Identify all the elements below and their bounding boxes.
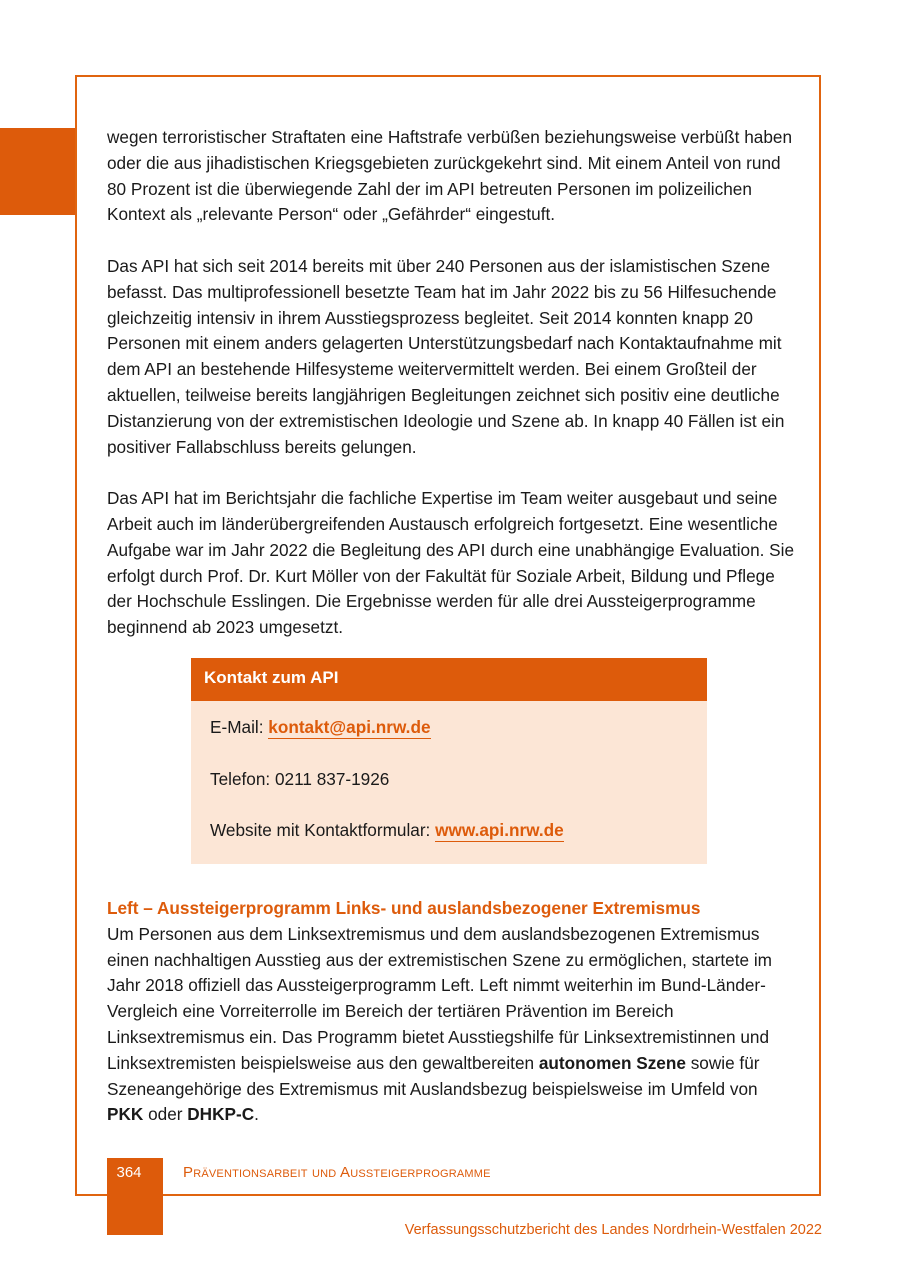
section-heading: Left – Aussteigerprogramm Links- und auslandsbezogener Extremismus: [107, 898, 701, 918]
bold-pkk: PKK: [107, 1104, 144, 1125]
contact-box: [191, 658, 707, 864]
contact-email-line: [210, 717, 431, 738]
section-text-4: .: [254, 1104, 259, 1125]
page-number: 364: [116, 1164, 142, 1181]
website-link[interactable]: www.api.nrw.de: [435, 820, 564, 840]
section-text-3: oder: [148, 1104, 183, 1125]
contact-title: Kontakt zum API: [191, 658, 707, 701]
paragraph-3: Das API hat im Berichtsjahr die fachliche Expertise im Team weiter ausgebaut und seine Arbeit auch im länderübergreifenden Austausch erfolgreich fortgesetzt. Eine wesentliche Aufgabe war im Jahr 2022 die Begleitung des API durch eine unabhängige Evaluation. Sie erfolgt durch Prof. Dr. Kurt Möller von der Fakultät für Soziale Arbeit, Bildung und Pflege der Hochschule Esslingen. Die Ergebnisse werden für alle drei Aussteigerprogramme beginnend ab 2023 umgesetzt.: [107, 488, 795, 638]
website-label: Website mit Kontaktformular:: [210, 820, 431, 840]
bold-autonomen-szene: autonomen Szene: [538, 1052, 686, 1073]
publication-title: Verfassungsschutzbericht des Landes Nordrhein-Westfalen 2022: [404, 1222, 822, 1238]
section-text-2: sowie für Szeneangehörige des Extremismus mit Auslandsbezug beispielsweise im Umfeld von: [107, 1052, 760, 1099]
paragraph-2: Das API hat sich seit 2014 bereits mit über 240 Personen aus der islamistischen Szene befasst. Das multiprofessionell besetzte Team hat im Jahr 2022 bis zu 56 Hilfesuchende gleichzeitig intensiv in ihrem Ausstiegsprozess begleitet. Seit 2014 konnten knapp 20 Personen mit einem anders gelagerten Unterstützungsbedarf nach Kontaktaufnahme mit dem API an bestehende Hilfesysteme weitervermittelt werden. Bei einem Großteil der aktuellen, teilweise bereits langjährigen Begleitungen zeichnet sich positiv eine deutliche Distanzierung von der extremistischen Ideologie und Szene ab. In knapp 40 Fällen ist ein positiver Fallabschluss bereits gelungen.: [107, 255, 785, 457]
paragraph-1: wegen terroristischer Straftaten eine Haftstrafe verbüßen beziehungsweise verbüßt haben oder die aus jihadistischen Kriegsgebieten zurückgekehrt sind. Mit einem Anteil von rund 80 Prozent ist die überwiegende Zahl der im API betreuten Personen im polizeilichen Kontext als „relevante Person“ oder „Gefährder“ eingestuft.: [107, 127, 793, 225]
email-label: E-Mail:: [210, 717, 264, 737]
body-text: [107, 125, 797, 667]
bold-dhkp-c: DHKP-C: [187, 1104, 255, 1125]
side-tab: [0, 128, 75, 215]
email-link[interactable]: kontakt@api.nrw.de: [268, 717, 431, 737]
left-section: [107, 896, 797, 1128]
running-head: Präventionsarbeit und Aussteigerprogramme: [183, 1164, 491, 1181]
section-paragraph: [107, 922, 797, 1128]
contact-phone-line: Telefon: 0211 837-1926: [210, 769, 390, 789]
section-text-1: Um Personen aus dem Linksextremismus und dem auslandsbezogenen Extremismus einen nachhaltigen Ausstieg aus der extremistischen Szene zu ermöglichen, startete im Jahr 2018 offiziell das Aussteigerprogramm Left. Left nimmt weiterhin im Bund-Länder-Vergleich eine Vorreiterrolle im Bereich der tertiären Prävention im Bereich Linksextremismus ein. Das Programm bietet Ausstiegshilfe für Linksextremistinnen und Linksextremisten beispielsweise aus den gewaltbereiten: [107, 923, 772, 1073]
contact-website-line: [210, 820, 564, 841]
